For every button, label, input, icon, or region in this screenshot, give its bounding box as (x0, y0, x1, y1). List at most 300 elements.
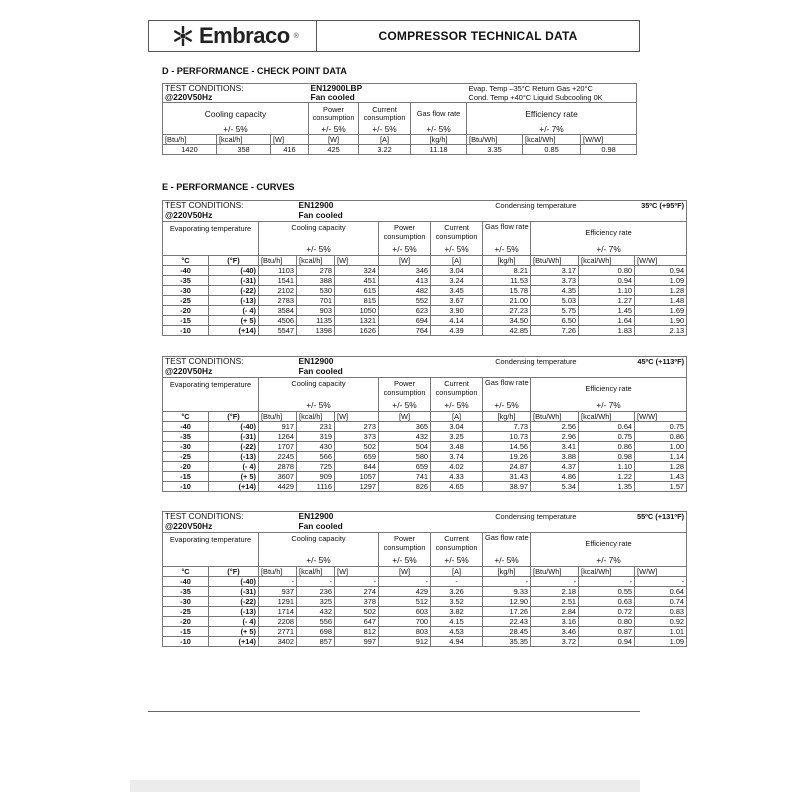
tolerance: +/- 5% (483, 399, 531, 411)
unit-cell: [Btu/h] (163, 135, 217, 145)
table-cell: 815 (335, 296, 379, 306)
table-cell: 1.10 (579, 462, 635, 472)
table-cell: 1297 (335, 482, 379, 492)
table-cell: 0.55 (579, 587, 635, 597)
table-row (163, 627, 687, 637)
embraco-logo-icon (171, 25, 195, 47)
voltage: @220V50Hz (163, 210, 297, 222)
table-cell: 231 (297, 422, 335, 432)
table-cell: 698 (297, 627, 335, 637)
table-cell: 0.83 (635, 607, 687, 617)
table-cell: 2208 (259, 617, 297, 627)
table-cell: 22.43 (483, 617, 531, 627)
unit-cell: [kcal/Wh] (579, 412, 635, 422)
table-cell: 0.74 (635, 597, 687, 607)
table-row (163, 637, 687, 647)
table-cell: 1.09 (635, 637, 687, 647)
table-cell: 1116 (297, 482, 335, 492)
table-cell: 373 (335, 432, 379, 442)
model-name: EN12900 (297, 357, 431, 367)
blank-cell (431, 366, 687, 378)
table-cell: 1103 (259, 266, 297, 276)
table-cell: 1.57 (635, 482, 687, 492)
table-cell: - (297, 577, 335, 587)
datasheet (148, 20, 685, 646)
table-cell: 903 (297, 306, 335, 316)
table-cell: 0.86 (579, 442, 635, 452)
table-cell: 31.43 (483, 472, 531, 482)
table-cell: -15 (163, 472, 209, 482)
tolerance: +/- 5% (411, 125, 467, 135)
table-cell: 1.27 (579, 296, 635, 306)
table-cell: 566 (297, 452, 335, 462)
table-row (163, 482, 687, 492)
table-cell: -10 (163, 637, 209, 647)
table-cell: 1.28 (635, 462, 687, 472)
table-cell: -30 (163, 286, 209, 296)
table-cell: -10 (163, 326, 209, 336)
table-cell: -20 (163, 617, 209, 627)
tolerance: +/- 5% (359, 125, 411, 135)
value-cell: 358 (217, 145, 271, 155)
table-cell: 432 (379, 432, 431, 442)
table-row (163, 286, 687, 296)
value-cell: 416 (271, 145, 309, 155)
cooling-type: Fan cooled (309, 93, 467, 103)
blank-cell (431, 521, 687, 533)
table-cell: 1.69 (635, 306, 687, 316)
table-cell: 5547 (259, 326, 297, 336)
table-cell: 2.18 (531, 587, 579, 597)
unit-cell: [kcal/h] (297, 567, 335, 577)
table-cell: 3.04 (431, 422, 483, 432)
table-cell: 1057 (335, 472, 379, 482)
table-row (163, 617, 687, 627)
unit-cell: [Btu/Wh] (531, 256, 579, 266)
registered-icon: ® (293, 32, 299, 40)
table-cell: 6.50 (531, 316, 579, 326)
unit-celsius: °C (163, 412, 209, 422)
test-conditions-label: TEST CONDITIONS: (163, 201, 297, 211)
footer-divider (148, 711, 640, 712)
table-cell: 647 (335, 617, 379, 627)
model-name: EN12900 (297, 512, 431, 522)
table-row (163, 432, 687, 442)
table-cell: - (259, 577, 297, 587)
table-cell: 17.26 (483, 607, 531, 617)
tolerance: +/- 5% (163, 125, 309, 135)
table-cell: 3.82 (431, 607, 483, 617)
table-cell: -40 (163, 422, 209, 432)
header-power: Power consumption (379, 378, 431, 400)
table-cell: 812 (335, 627, 379, 637)
unit-cell: [A] (431, 256, 483, 266)
table-cell: 3.48 (431, 442, 483, 452)
table-cell: 1.14 (635, 452, 687, 462)
table-cell: - (379, 577, 431, 587)
table-cell: -35 (163, 432, 209, 442)
table-cell: 2771 (259, 627, 297, 637)
unit-cell: [Btu/h] (259, 567, 297, 577)
table-cell: 35.35 (483, 637, 531, 647)
tolerance: +/- 5% (309, 125, 359, 135)
table-cell: 1.45 (579, 306, 635, 316)
section-e-title: E - PERFORMANCE - CURVES (162, 182, 295, 192)
table-cell: 0.87 (579, 627, 635, 637)
tolerance: +/- 7% (531, 399, 687, 411)
table-cell: 430 (297, 442, 335, 452)
table-cell: 512 (379, 597, 431, 607)
table-cell: -15 (163, 627, 209, 637)
table-cell: 3.45 (431, 286, 483, 296)
table-cell: 346 (379, 266, 431, 276)
header-efficiency: Efficiency rate (467, 103, 637, 126)
table-row (163, 326, 687, 336)
unit-cell: [Btu/Wh] (467, 135, 523, 145)
header-current: Current consumption (431, 222, 483, 244)
table-cell: 11.53 (483, 276, 531, 286)
unit-cell: [kg/h] (411, 135, 467, 145)
table-cell: -20 (163, 462, 209, 472)
unit-fahrenheit: (°F) (209, 412, 259, 422)
blank-cell (431, 210, 687, 222)
table-cell: -35 (163, 587, 209, 597)
table-cell: 1321 (335, 316, 379, 326)
table-cell: 2102 (259, 286, 297, 296)
unit-cell: [W] (335, 412, 379, 422)
table-row (163, 462, 687, 472)
unit-cell: [kcal/h] (297, 256, 335, 266)
table-cell: 34.50 (483, 316, 531, 326)
condensing-label: Condensing temperature (431, 201, 579, 211)
value-cell: 0.98 (581, 145, 637, 155)
unit-cell: [A] (431, 567, 483, 577)
unit-cell: [W] (379, 412, 431, 422)
table-cell: 701 (297, 296, 335, 306)
table-cell: 3.72 (531, 637, 579, 647)
table-cell: (-40) (209, 266, 259, 276)
section-d-title: D - PERFORMANCE - CHECK POINT DATA (162, 66, 347, 76)
table-row (163, 587, 687, 597)
table-cell: (+14) (209, 482, 259, 492)
cooling-type: Fan cooled (297, 366, 431, 378)
table-cell: 1.09 (635, 276, 687, 286)
table-cell: 4.15 (431, 617, 483, 627)
table-cell: 603 (379, 607, 431, 617)
table-cell: 1.10 (579, 286, 635, 296)
table-row (163, 452, 687, 462)
table-cell: (-31) (209, 276, 259, 286)
table-cell: 0.75 (579, 432, 635, 442)
header-power: Power consumption (379, 533, 431, 555)
condensing-label: Condensing temperature (431, 512, 579, 522)
table-cell: (-31) (209, 432, 259, 442)
voltage: @220V50Hz (163, 521, 297, 533)
curve-table (162, 356, 687, 492)
unit-cell: [kg/h] (483, 567, 531, 577)
table-cell: 580 (379, 452, 431, 462)
table-cell: 38.97 (483, 482, 531, 492)
condensing-value: 55ºC (+131ºF) (579, 512, 687, 522)
unit-cell: [kcal/Wh] (579, 567, 635, 577)
table-cell: 1707 (259, 442, 297, 452)
unit-cell: [Btu/h] (259, 412, 297, 422)
unit-cell: [W/W] (635, 256, 687, 266)
table-cell: 236 (297, 587, 335, 597)
table-cell: 1.83 (579, 326, 635, 336)
table-cell: 909 (297, 472, 335, 482)
table-cell: 324 (335, 266, 379, 276)
table-cell: 0.72 (579, 607, 635, 617)
value-cell: 3.22 (359, 145, 411, 155)
table-row (163, 607, 687, 617)
conditions-line-1: Evap. Temp –35°C Return Gas +20°C (467, 84, 637, 94)
table-cell: 5.34 (531, 482, 579, 492)
unit-cell: [W] (309, 135, 359, 145)
table-cell: 937 (259, 587, 297, 597)
table-cell: 2.84 (531, 607, 579, 617)
table-cell: 912 (379, 637, 431, 647)
table-cell: - (579, 577, 635, 587)
document-title: COMPRESSOR TECHNICAL DATA (378, 29, 578, 43)
unit-cell: [W] (335, 256, 379, 266)
table-cell: 3.52 (431, 597, 483, 607)
header-cooling-capacity: Cooling capacity (163, 103, 309, 126)
cooling-type: Fan cooled (297, 210, 431, 222)
curve-table (162, 511, 687, 647)
table-cell: 1398 (297, 326, 335, 336)
table-cell: 1541 (259, 276, 297, 286)
tolerance: +/- 5% (431, 243, 483, 255)
table-cell: 1135 (297, 316, 335, 326)
table-cell: 9.33 (483, 587, 531, 597)
table-cell: 803 (379, 627, 431, 637)
table-cell: 1.90 (635, 316, 687, 326)
table-cell: 0.63 (579, 597, 635, 607)
table-cell: 365 (379, 422, 431, 432)
table-cell: 3.73 (531, 276, 579, 286)
table-cell: -40 (163, 577, 209, 587)
table-cell: - (483, 577, 531, 587)
table-cell: 659 (335, 452, 379, 462)
unit-cell: [Btu/Wh] (531, 567, 579, 577)
table-cell: (-22) (209, 286, 259, 296)
header-power: Power consumption (379, 222, 431, 244)
table-row (163, 442, 687, 452)
table-cell: 0.64 (635, 587, 687, 597)
table-cell: 15.78 (483, 286, 531, 296)
table-cell: 741 (379, 472, 431, 482)
table-cell: 274 (335, 587, 379, 597)
table-cell: 8.21 (483, 266, 531, 276)
unit-cell: [Btu/Wh] (531, 412, 579, 422)
table-cell: (-22) (209, 597, 259, 607)
table-cell: 997 (335, 637, 379, 647)
table-cell: 5.75 (531, 306, 579, 316)
header-current: Current consumption (359, 103, 411, 126)
model-name: EN12900LBP (309, 84, 467, 94)
tolerance: +/- 5% (483, 243, 531, 255)
table-cell: 42.85 (483, 326, 531, 336)
table-cell: 4.37 (531, 462, 579, 472)
table-row (163, 306, 687, 316)
tolerance: +/- 5% (379, 554, 431, 566)
table-cell: 1.43 (635, 472, 687, 482)
table-cell: 14.56 (483, 442, 531, 452)
table-cell: -20 (163, 306, 209, 316)
table-cell: (+ 5) (209, 316, 259, 326)
header-efficiency: Efficiency rate (531, 533, 687, 555)
table-cell: 28.45 (483, 627, 531, 637)
unit-cell: [kcal/Wh] (579, 256, 635, 266)
table-cell: 3.88 (531, 452, 579, 462)
voltage: @220V50Hz (163, 93, 309, 103)
table-cell: 0.86 (635, 432, 687, 442)
table-cell: 3402 (259, 637, 297, 647)
table-cell: 0.75 (635, 422, 687, 432)
header-efficiency: Efficiency rate (531, 222, 687, 244)
table-cell: 4.94 (431, 637, 483, 647)
tolerance: +/- 7% (531, 243, 687, 255)
unit-cell: [kg/h] (483, 412, 531, 422)
header (148, 20, 640, 52)
table-row (163, 422, 687, 432)
unit-celsius: °C (163, 567, 209, 577)
table-cell: 3.25 (431, 432, 483, 442)
table-cell: (- 4) (209, 462, 259, 472)
table-cell: 1.01 (635, 627, 687, 637)
table-cell: 3607 (259, 472, 297, 482)
table-cell: -35 (163, 276, 209, 286)
table-cell: 1.64 (579, 316, 635, 326)
table-cell: 1.00 (635, 442, 687, 452)
condensing-value: 45ºC (+113ºF) (579, 357, 687, 367)
test-conditions-label: TEST CONDITIONS: (163, 512, 297, 522)
table-cell: 3.74 (431, 452, 483, 462)
cooling-type: Fan cooled (297, 521, 431, 533)
table-cell: 3.90 (431, 306, 483, 316)
unit-cell: [Btu/h] (259, 256, 297, 266)
table-cell: 388 (297, 276, 335, 286)
unit-cell: [kcal/h] (217, 135, 271, 145)
table-cell: - (635, 577, 687, 587)
value-cell: 3.35 (467, 145, 523, 155)
unit-cell: [W/W] (581, 135, 637, 145)
table-cell: 2783 (259, 296, 297, 306)
condensing-label: Condensing temperature (431, 357, 579, 367)
table-cell: 1.48 (635, 296, 687, 306)
table-cell: 4.33 (431, 472, 483, 482)
table-cell: (+14) (209, 326, 259, 336)
table-cell: (-13) (209, 607, 259, 617)
table-cell: 4.02 (431, 462, 483, 472)
header-power: Power consumption (309, 103, 359, 126)
table-cell: 4.65 (431, 482, 483, 492)
bottom-scroll-area (130, 780, 640, 792)
table-cell: 7.26 (531, 326, 579, 336)
value-cell: 11.18 (411, 145, 467, 155)
table-row (163, 266, 687, 276)
header-evaporating-temperature: Evaporating temperature (163, 378, 259, 412)
tolerance: +/- 5% (379, 243, 431, 255)
table-cell: 4429 (259, 482, 297, 492)
table-cell: 615 (335, 286, 379, 296)
table-cell: 2.51 (531, 597, 579, 607)
curve-table (162, 200, 687, 336)
table-cell: 623 (379, 306, 431, 316)
table-cell: 2245 (259, 452, 297, 462)
table-cell: 1264 (259, 432, 297, 442)
table-cell: (-31) (209, 587, 259, 597)
header-evaporating-temperature: Evaporating temperature (163, 222, 259, 256)
table-cell: 725 (297, 462, 335, 472)
test-conditions-label: TEST CONDITIONS: (163, 84, 309, 94)
voltage: @220V50Hz (163, 366, 297, 378)
table-cell: 1626 (335, 326, 379, 336)
condensing-value: 35ºC (+95ºF) (579, 201, 687, 211)
table-cell: 7.73 (483, 422, 531, 432)
unit-cell: [kg/h] (483, 256, 531, 266)
table-cell: 1291 (259, 597, 297, 607)
unit-cell: [W] (335, 567, 379, 577)
table-cell: 3584 (259, 306, 297, 316)
table-cell: 2.56 (531, 422, 579, 432)
unit-cell: [W] (271, 135, 309, 145)
tolerance: +/- 5% (483, 554, 531, 566)
table-cell: 1.35 (579, 482, 635, 492)
table-cell: 273 (335, 422, 379, 432)
table-cell: -10 (163, 482, 209, 492)
conditions-line-2: Cond. Temp +40°C Liquid Subcooling 0K (467, 93, 637, 103)
table-cell: - (335, 577, 379, 587)
table-cell: 3.41 (531, 442, 579, 452)
header-gas-flow: Gas flow rate (411, 103, 467, 126)
table-cell: 1.22 (579, 472, 635, 482)
table-cell: 3.26 (431, 587, 483, 597)
table-cell: 4.14 (431, 316, 483, 326)
header-current: Current consumption (431, 533, 483, 555)
table-cell: 502 (335, 607, 379, 617)
table-cell: (-22) (209, 442, 259, 452)
unit-cell: [W/W] (635, 412, 687, 422)
table-cell: 3.46 (531, 627, 579, 637)
table-cell: -15 (163, 316, 209, 326)
table-cell: -30 (163, 597, 209, 607)
tolerance: +/- 7% (467, 125, 637, 135)
table-row (163, 296, 687, 306)
table-cell: 21.00 (483, 296, 531, 306)
table-cell: (+ 5) (209, 627, 259, 637)
header-cooling-capacity: Cooling capacity (259, 533, 379, 555)
unit-fahrenheit: (°F) (209, 567, 259, 577)
table-cell: 844 (335, 462, 379, 472)
table-row (163, 472, 687, 482)
table-cell: (-13) (209, 452, 259, 462)
table-cell: -40 (163, 266, 209, 276)
table-cell: 451 (335, 276, 379, 286)
tolerance: +/- 5% (431, 399, 483, 411)
table-cell: 4.35 (531, 286, 579, 296)
header-gas-flow: Gas flow rate (483, 222, 531, 244)
table-cell: 504 (379, 442, 431, 452)
table-cell: 278 (297, 266, 335, 276)
checkpoint-table (162, 83, 637, 155)
table-cell: 2.13 (635, 326, 687, 336)
table-row (163, 276, 687, 286)
brand-logo (149, 21, 317, 51)
table-cell: 502 (335, 442, 379, 452)
table-cell: 413 (379, 276, 431, 286)
